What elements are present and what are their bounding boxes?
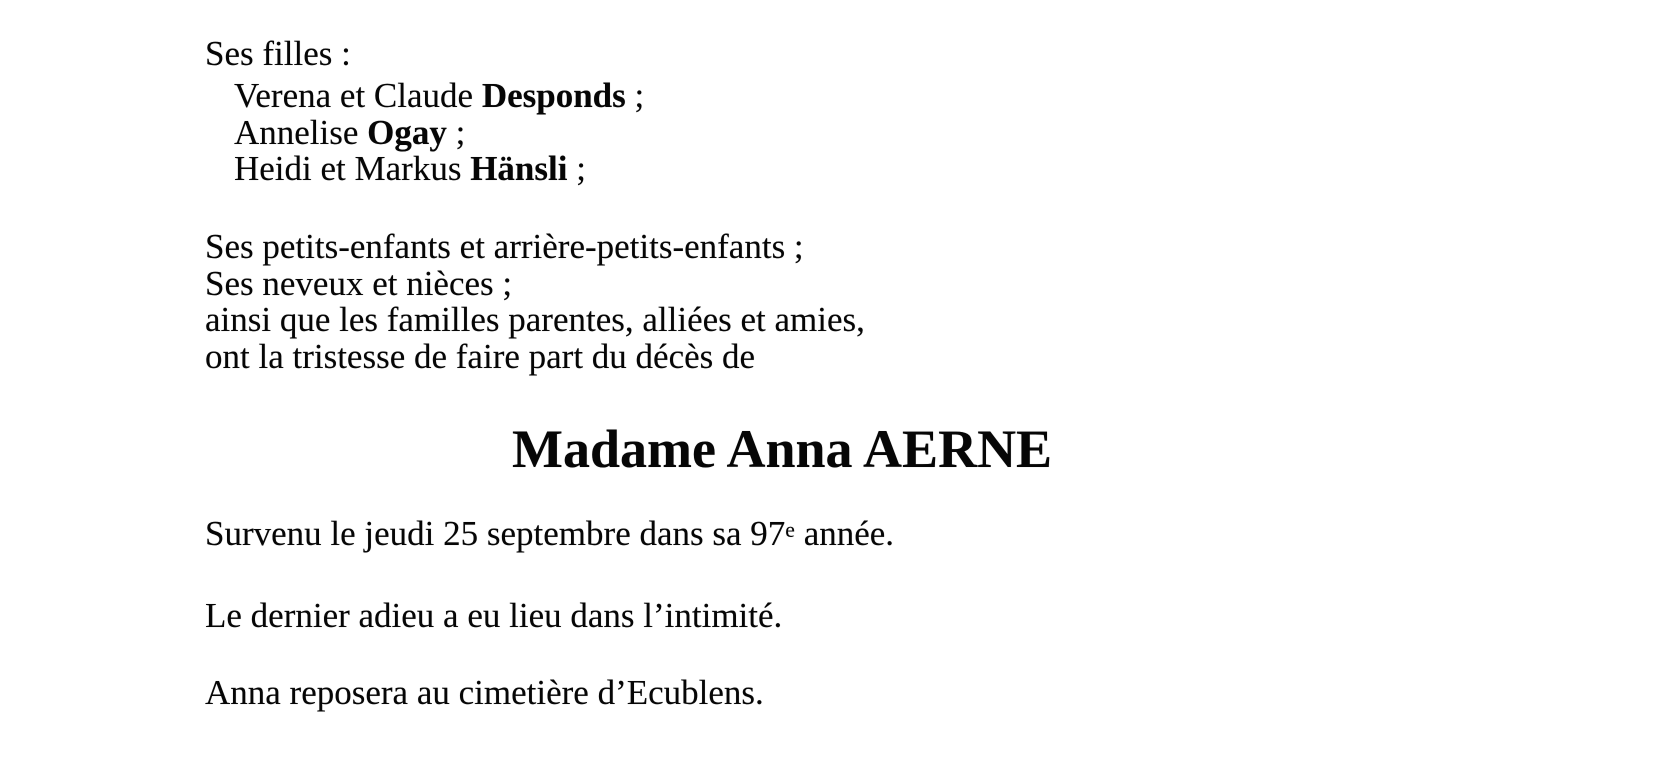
relatives-paragraph [205,229,865,375]
daughter-punct: ; [567,149,586,189]
daughter-line [234,112,644,152]
death-date-text: Survenu le jeudi 25 septembre dans sa 97 [205,514,786,553]
daughter-punct: ; [446,112,466,152]
relatives-line: Ses neveux et nièces ; [205,263,513,303]
deceased-name-title: Madame Anna AERNE [512,419,1053,479]
daughter-names: Verena et Claude [234,76,482,115]
daughter-surname: Hänsli [470,149,568,189]
daughter-surname: Desponds [481,76,626,115]
relatives-line: ont la tristesse de faire part du décès de [205,336,756,376]
death-date-text-after: année. [794,514,895,553]
relatives-line: ainsi que les familles parentes, alliées et amies, [205,300,865,340]
daughter-line [234,78,644,115]
daughter-names: Heidi et Markus [234,149,471,189]
relatives-line: Ses petits-enfants et arrière-petits-enfants ; [205,227,804,266]
daughter-punct: ; [625,76,645,115]
death-date-line [205,516,894,553]
daughters-heading: Ses filles : [205,34,351,73]
ordinal-superscript: e [785,517,795,542]
farewell-line: Le dernier adieu a eu lieu dans l’intimité. [205,596,783,635]
daughter-names: Annelise [234,112,368,152]
daughter-surname: Ogay [367,112,447,152]
daughter-line [234,151,644,188]
resting-place-line: Anna reposera au cimetière d’Ecublens. [205,673,764,712]
daughters-list [234,78,644,188]
